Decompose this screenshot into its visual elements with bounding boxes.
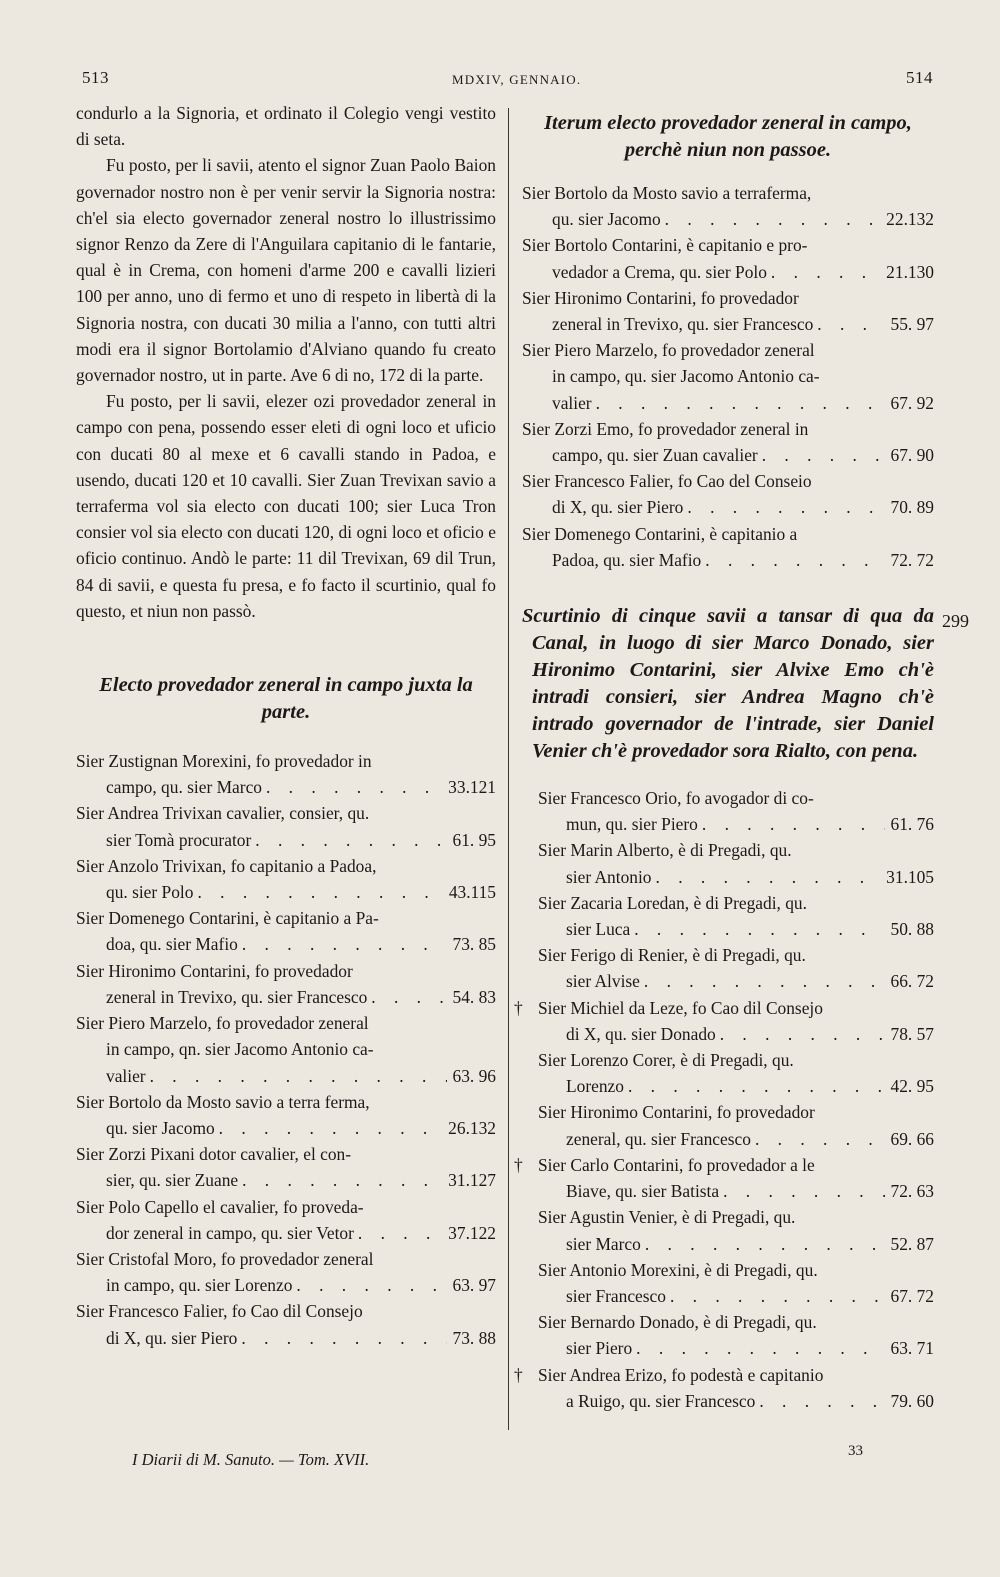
dagger-mark: † [514, 1364, 523, 1385]
vote-entry [522, 1204, 934, 1256]
entry-name: Sier Anzolo Trivixan, fo capitanio a Padoa, [76, 855, 377, 876]
leader-dots [262, 774, 442, 800]
leader-dots [292, 1272, 446, 1298]
entry-detail: Biave, qu. sier Batista [566, 1181, 720, 1202]
vote-count: 67. 90 [890, 445, 934, 466]
entry-detail: di X, qu. sier Piero [552, 497, 684, 518]
entry-detail: a Ruigo, qu. sier Francesco [566, 1390, 756, 1411]
vote-count: 22.132 [886, 209, 934, 230]
entry-detail: in campo, qn. sier Jacomo Antonio ca- [106, 1039, 374, 1060]
entry-name: Sier Carlo Contarini, fo provedador a le [538, 1154, 815, 1175]
scrutinio-title: Scurtinio di cinque savii a tansar di qua da Canal, in luogo di sier Marco Donado, sier Hironimo Contarini, sier Alvixe Emo ch'è intradi consieri, sier Andrea Magno ch'è intrado governador de l'intrade, sier Daniel Venier ch'è provedador sora Rialto, con pena. [522, 605, 934, 763]
entry-detail: qu. sier Polo [106, 882, 194, 903]
signature-number: 33 [848, 1443, 863, 1459]
entry-name: Sier Andrea Erizo, fo podestà e capitanio [538, 1364, 824, 1385]
running-header: MDXIV, GENNAIO. [452, 72, 582, 87]
entry-name: Sier Bernardo Donado, è di Pregadi, qu. [538, 1312, 817, 1333]
entry-name: Sier Piero Marzelo, fo provedador zeneral [522, 340, 815, 361]
entry-name: Sier Piero Marzelo, fo provedador zeneral [76, 1013, 369, 1034]
vote-count: 61. 76 [890, 814, 934, 835]
vote-entry [522, 1257, 934, 1309]
vote-entry [522, 942, 934, 994]
vote-entry [76, 958, 496, 1010]
entry-name: Sier Hironimo Contarini, fo provedador [522, 287, 799, 308]
entry-name: Sier Francesco Orio, fo avogador di co- [538, 788, 814, 809]
leader-dots [698, 811, 885, 837]
vote-entry [522, 1047, 934, 1099]
vote-count: 37.122 [448, 1222, 496, 1243]
entry-detail: sier Francesco [566, 1285, 666, 1306]
vote-count: 66. 72 [890, 971, 934, 992]
vote-count: 67. 92 [890, 392, 934, 413]
entry-name: Sier Agustin Venier, è di Pregadi, qu. [538, 1207, 796, 1228]
vote-entry [522, 232, 934, 284]
entry-name: Sier Michiel da Leze, fo Cao dil Consejo [538, 997, 823, 1018]
vote-count: 79. 60 [890, 1390, 934, 1411]
entry-detail: sier Luca [566, 919, 631, 940]
entry-detail: di X, qu. sier Piero [106, 1327, 238, 1348]
vote-entry [76, 748, 496, 800]
entry-detail: zeneral in Trevixo, qu. sier Francesco [106, 986, 368, 1007]
vote-count: 31.127 [448, 1170, 496, 1191]
entry-detail: valier [106, 1065, 146, 1086]
entry-detail: in campo, qu. sier Jacomo Antonio ca- [552, 366, 820, 387]
vote-count: 67. 72 [890, 1285, 934, 1306]
vote-entry [76, 1089, 496, 1141]
leader-dots [354, 1220, 442, 1246]
vote-count: 73. 88 [452, 1327, 496, 1348]
entry-name: Sier Hironimo Contarini, fo provedador [76, 960, 353, 981]
leader-dots [661, 206, 881, 232]
leader-dots [755, 1388, 884, 1414]
entry-name: Sier Zorzi Emo, fo provedador zeneral in [522, 418, 809, 439]
vote-entry [522, 1099, 934, 1151]
vote-entry [76, 853, 496, 905]
entry-detail: campo, qu. sier Marco [106, 777, 262, 798]
entry-name: Sier Zacaria Loredan, è di Pregadi, qu. [538, 892, 807, 913]
dagger-mark: † [514, 997, 523, 1018]
vote-entry [522, 1309, 934, 1361]
vote-count: 61. 95 [452, 829, 496, 850]
vote-entry [522, 837, 934, 889]
entry-detail: qu. sier Jacomo [106, 1117, 215, 1138]
vote-count: 33.121 [448, 777, 496, 798]
vote-entry [522, 180, 934, 232]
entry-detail: sier Tomà procurator [106, 829, 252, 850]
vote-entry [76, 1246, 496, 1298]
vote-entry [514, 1152, 934, 1204]
leader-dots [624, 1073, 885, 1099]
vote-count: 21.130 [886, 261, 934, 282]
entry-name: Sier Francesco Falier, fo Cao dil Consejo [76, 1301, 363, 1322]
entry-name: Sier Antonio Morexini, è di Pregadi, qu. [538, 1259, 818, 1280]
entry-name: Sier Bortolo Contarini, è capitanio e pro- [522, 235, 808, 256]
vote-entry [76, 1010, 496, 1089]
vote-count: 72. 72 [890, 549, 934, 570]
vote-entry [522, 337, 934, 416]
leader-dots [751, 1126, 885, 1152]
leader-dots [716, 1021, 885, 1047]
entry-name: Sier Andrea Trivixan cavalier, consier, qu. [76, 803, 370, 824]
vote-count: 73. 85 [452, 934, 496, 955]
leader-dots [592, 390, 885, 416]
entry-detail: mun, qu. sier Piero [566, 814, 698, 835]
vote-count: 78. 57 [890, 1023, 934, 1044]
vote-entry [76, 1194, 496, 1246]
vote-count: 26.132 [448, 1117, 496, 1138]
leader-dots [632, 1335, 884, 1361]
leader-dots [813, 311, 884, 337]
vote-count: 52. 87 [890, 1233, 934, 1254]
vote-entry [522, 890, 934, 942]
entry-name: Sier Francesco Falier, fo Cao del Conseio [522, 471, 812, 492]
left-page-number: 513 [82, 68, 109, 87]
entry-detail: doa, qu. sier Mafio [106, 934, 238, 955]
entry-detail: dor zeneral in campo, qu. sier Vetor [106, 1222, 354, 1243]
vote-count: 50. 88 [890, 919, 934, 940]
entry-detail: sier Marco [566, 1233, 641, 1254]
left-column [76, 100, 496, 1351]
right-column [514, 100, 934, 1414]
leader-dots [758, 442, 885, 468]
left-prose [76, 100, 496, 624]
vote-count: 70. 89 [890, 497, 934, 518]
section-title: Electo provedador zeneral in campo juxta la parte. [99, 674, 473, 724]
paragraph: Fu posto, per li savii, atento el signor Zuan Paolo Baion governador nostro non è per venir servir la Signoria nostra: ch'el sia electo governador zeneral nostro lo illustrissimo signor Renzo da Zere di l'Anguilara capitanio di le fantarie, qual è in Crema, con homeni d'arme 200 e cavalli lizieri 100 per anno, uno di fermo et uno di respeto in libertà di la Signoria nostra, con ducati 30 milia a l'anno, con tutti altri modi era il signor Bortolamio d'Alviano quando fu creato governador nostro, ut in parte. Ave 6 di no, 172 di la parte. [76, 155, 496, 386]
column-divider [508, 108, 509, 1430]
leader-dots [367, 984, 446, 1010]
entry-detail: di X, qu. sier Donado [566, 1023, 716, 1044]
entry-name: Sier Lorenzo Corer, è di Pregadi, qu. [538, 1050, 794, 1071]
entry-detail: sier Antonio [566, 866, 652, 887]
entry-name: Sier Domenego Contarini, è capitanio a [522, 523, 798, 544]
paragraph: condurlo a la Signoria, et ordinato il Colegio vengi vestito di seta. [76, 103, 496, 150]
leader-dots [719, 1178, 884, 1204]
dagger-mark: † [514, 1154, 523, 1175]
entry-detail: Padoa, qu. sier Mafio [552, 549, 702, 570]
vote-list [76, 748, 496, 1351]
vote-entry [76, 1298, 496, 1350]
vote-entry [522, 521, 934, 573]
leader-dots [701, 547, 884, 573]
leader-dots [193, 879, 442, 905]
paragraph: Fu posto, per li savii, elezer ozi provedador zeneral in campo con pena, possendo esser eleti di ogni loco et uficio con ducati 80 al mexe et 6 cavalli stando in Padoa, e usendo, ducati 120 et 10 cavalli. Sier Zuan Trevixan savio a terraferma vol sia electo con ducati 100; sier Luca Tron consier vol sia electo con ducati 120, di ogni loco et oficio e oficio continuo. Andò le parte: 11 dil Trevixan, 69 dil Trun, 84 di savii, e questa fu presa, e fo facto il scurtinio, qual fo questo, et niun non passò. [76, 391, 496, 621]
entry-detail: zeneral, qu. sier Francesco [566, 1128, 751, 1149]
entry-detail: in campo, qu. sier Lorenzo [106, 1275, 293, 1296]
vote-entry [514, 1362, 934, 1414]
vote-count: 69. 66 [890, 1128, 934, 1149]
leader-dots [640, 968, 885, 994]
vote-list [522, 180, 934, 573]
leader-dots [238, 931, 447, 957]
vote-entry [522, 468, 934, 520]
entry-name: Sier Marin Alberto, è di Pregadi, qu. [538, 840, 792, 861]
leader-dots [767, 259, 880, 285]
vote-count: 63. 97 [452, 1275, 496, 1296]
vote-count: 63. 71 [890, 1338, 934, 1359]
entry-name: Sier Domenego Contarini, è capitanio a Pa- [76, 908, 379, 929]
entry-detail: valier [552, 392, 592, 413]
entry-name: Sier Hironimo Contarini, fo provedador [538, 1102, 815, 1123]
vote-count: 72. 63 [890, 1181, 934, 1202]
vote-entry [522, 285, 934, 337]
entry-name: Sier Zustignan Morexini, fo provedador in [76, 751, 372, 772]
entry-name: Sier Zorzi Pixani dotor cavalier, el con- [76, 1144, 352, 1165]
vote-entry [514, 995, 934, 1047]
right-page-number: 514 [906, 68, 933, 87]
entry-detail: Lorenzo [566, 1076, 624, 1097]
entry-detail: sier, qu. sier Zuane [106, 1170, 239, 1191]
leader-dots [146, 1063, 447, 1089]
leader-dots [251, 827, 446, 853]
leader-dots [641, 1231, 885, 1257]
margin-number: 299 [942, 611, 969, 631]
vote-entry [522, 416, 934, 468]
leader-dots [666, 1283, 885, 1309]
entry-name: Sier Bortolo da Mosto savio a terraferma, [522, 183, 812, 203]
leader-dots [215, 1115, 443, 1141]
vote-count: 31.105 [886, 866, 934, 887]
vote-entry [76, 905, 496, 957]
entry-name: Sier Cristofal Moro, fo provedador zeneral [76, 1248, 374, 1269]
leader-dots [237, 1325, 446, 1351]
vote-count: 42. 95 [890, 1076, 934, 1097]
vote-count: 43.115 [448, 882, 496, 903]
vote-count: 54. 83 [452, 986, 496, 1007]
vote-entry [522, 785, 934, 837]
entry-name: Sier Bortolo da Mosto savio a terra ferma, [76, 1091, 370, 1112]
entry-name: Sier Ferigo di Renier, è di Pregadi, qu. [538, 945, 806, 966]
entry-detail: qu. sier Jacomo [552, 209, 661, 230]
section-title: Iterum electo provedador zeneral in campo, perchè niun non passoe. [544, 112, 912, 161]
entry-detail: zeneral in Trevixo, qu. sier Francesco [552, 314, 814, 335]
entry-detail: sier Piero [566, 1338, 633, 1359]
vote-entry [76, 800, 496, 852]
entry-name: Sier Polo Capello el cavalier, fo proveda- [76, 1196, 364, 1217]
leader-dots [652, 864, 881, 890]
leader-dots [683, 494, 884, 520]
vote-list [514, 785, 934, 1414]
entry-detail: sier Alvise [566, 971, 640, 992]
entry-detail: campo, qu. sier Zuan cavalier [552, 445, 758, 466]
footer-citation: I Diarii di M. Sanuto. — Tom. XVII. [132, 1450, 370, 1469]
entry-detail: vedador a Crema, qu. sier Polo [552, 261, 767, 282]
vote-entry [76, 1141, 496, 1193]
vote-count: 55. 97 [890, 314, 934, 335]
vote-count: 63. 96 [452, 1065, 496, 1086]
leader-dots [630, 916, 884, 942]
leader-dots [238, 1167, 442, 1193]
